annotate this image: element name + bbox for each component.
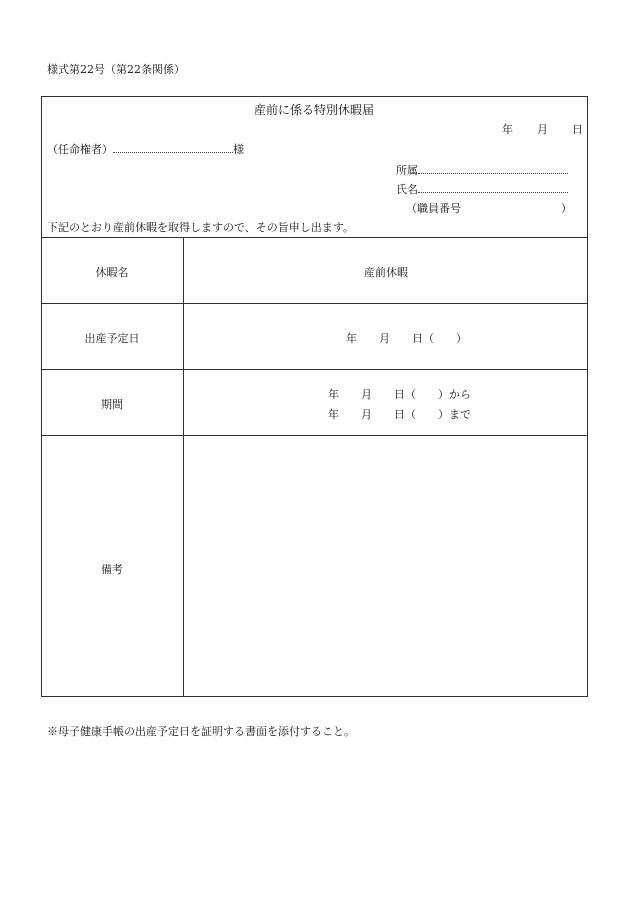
row-value-period-from[interactable]: 年 月 日（ ）から — [328, 388, 471, 401]
name-line — [396, 181, 568, 197]
row-label-due-date: 出産予定日 — [84, 332, 140, 345]
row-label-period: 期間 — [101, 398, 123, 411]
affiliation-field[interactable] — [418, 164, 568, 174]
attachment-note: ※母子健康手帳の出産予定日を証明する書面を添付すること。 — [47, 725, 355, 738]
table-column-divider — [183, 237, 184, 697]
submission-month: 月 — [537, 123, 548, 136]
form-title: 産前に係る特別休暇届 — [253, 103, 375, 117]
submission-year: 年 — [502, 123, 513, 136]
appointer-label: （任命権者） — [47, 143, 113, 156]
form-number: 様式第22号（第22条関係） — [47, 63, 185, 76]
table-row-divider — [41, 369, 588, 370]
affiliation-label: 所属 — [396, 164, 418, 177]
submission-day: 日 — [572, 123, 583, 136]
declaration-text: 下記のとおり産前休暇を取得しますので、その旨申し出ます。 — [47, 221, 354, 234]
table-row-divider — [41, 303, 588, 304]
appointer-line — [47, 141, 244, 157]
staff-number-close: ） — [561, 202, 572, 215]
row-value-leave-name: 産前休暇 — [364, 266, 408, 279]
row-label-remarks: 備考 — [101, 563, 123, 576]
appointer-suffix: 様 — [233, 143, 244, 156]
name-label: 氏名 — [396, 183, 418, 196]
name-field[interactable] — [418, 183, 568, 193]
table-row-divider — [41, 435, 588, 436]
row-value-period-to[interactable]: 年 月 日（ ）まで — [328, 408, 471, 421]
row-label-leave-name: 休暇名 — [95, 266, 129, 279]
remarks-field[interactable] — [186, 438, 584, 693]
row-value-due-date[interactable]: 年 月 日（ ） — [346, 332, 467, 345]
staff-number-label: （職員番号 — [406, 202, 461, 215]
affiliation-line — [396, 162, 568, 178]
appointer-field[interactable] — [113, 143, 233, 153]
table-top-line — [41, 237, 588, 238]
